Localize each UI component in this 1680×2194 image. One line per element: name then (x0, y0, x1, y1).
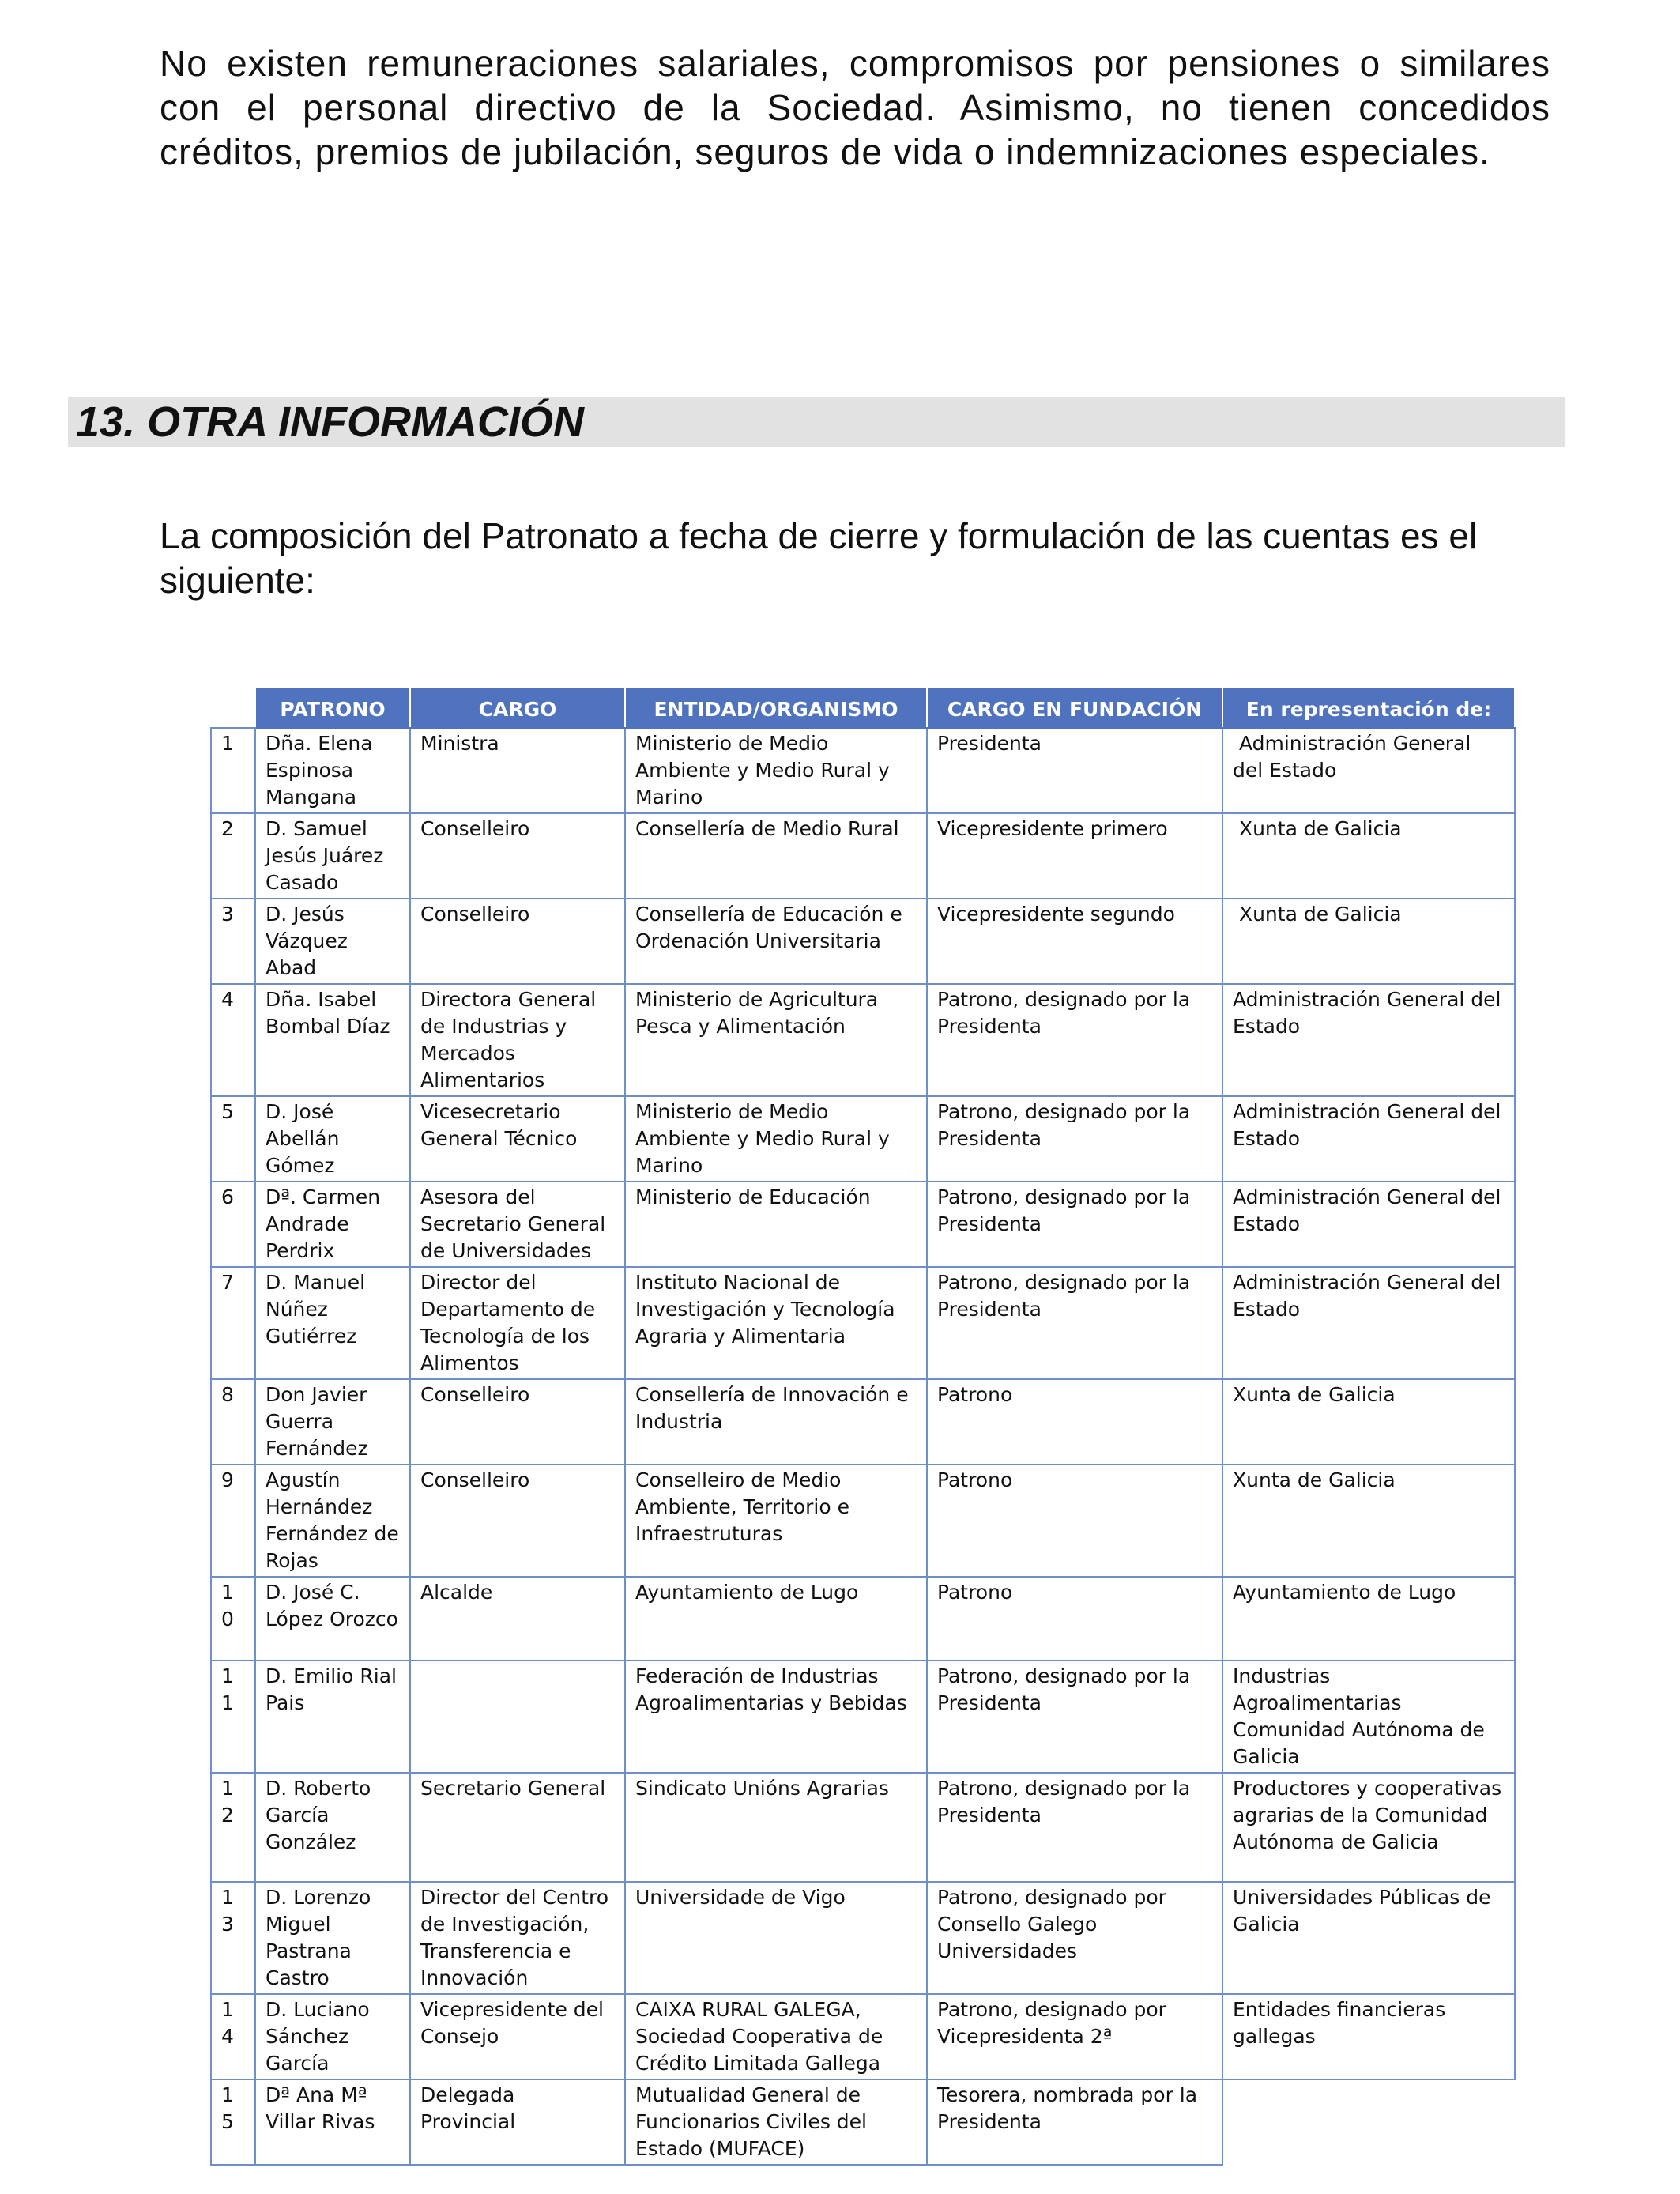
table-row (211, 1096, 1515, 1182)
cargo-cell: Conselleiro (410, 1465, 625, 1577)
patrono-cell: Agustín Hernández Fernández de Rojas (255, 1465, 410, 1577)
cargo-fundacion-cell: Patrono (927, 1577, 1222, 1661)
entidad-cell: Consellería de Medio Rural (625, 813, 927, 899)
row-number: 6 (211, 1182, 255, 1267)
section-intro: La composición del Patronato a fecha de cierre y formulación de las cuentas es el siguiente: (160, 515, 1478, 601)
entidad-cell: Consellería de Educación e Ordenación Universitaria (625, 899, 927, 984)
representacion-cell: Administración General del Estado (1222, 1182, 1515, 1267)
cargo-fundacion-cell: Patrono, designado por la Presidenta (927, 1661, 1222, 1773)
table-row (211, 1182, 1515, 1267)
patrono-cell: D. Luciano Sánchez García (255, 1994, 410, 2079)
table-row (211, 984, 1515, 1096)
representacion-cell: Productores y cooperativas agrarias de la Comunidad Autónoma de Galicia (1222, 1773, 1515, 1882)
intro-paragraph: No existen remuneraciones salariales, compromisos por pensiones o similares con el personal directivo de la Sociedad. Asimismo, no tienen concedidos créditos, premios de jubilación, seguros de vida o indemnizaciones especiales. (160, 43, 1550, 172)
entidad-cell: Federación de Industrias Agroalimentarias y Bebidas (625, 1661, 927, 1773)
row-number: 5 (211, 1096, 255, 1182)
row-number: 13 (211, 1882, 255, 1994)
entidad-cell: Ministerio de Educación (625, 1182, 927, 1267)
table-row (211, 1882, 1515, 1994)
table-row (211, 2079, 1515, 2165)
cargo-fundacion-cell: Patrono, designado por la Presidenta (927, 1773, 1222, 1882)
cargo-cell (410, 1661, 625, 1773)
cargo-fundacion-cell: Tesorera, nombrada por la Presidenta (927, 2079, 1222, 2165)
cargo-fundacion-cell: Patrono, designado por la Presidenta (927, 1267, 1222, 1379)
entidad-cell: Instituto Nacional de Investigación y Tecnología Agraria y Alimentaria (625, 1267, 927, 1379)
table-header-row (211, 687, 1515, 728)
patronato-table (210, 686, 1516, 2166)
table-row (211, 1379, 1515, 1465)
cargo-fundacion-cell: Patrono, designado por la Presidenta (927, 1096, 1222, 1182)
row-number: 4 (211, 984, 255, 1096)
entidad-cell: Universidade de Vigo (625, 1882, 927, 1994)
cargo-cell: Vicesecretario General Técnico (410, 1096, 625, 1182)
table-row (211, 899, 1515, 984)
cargo-cell: Asesora del Secretario General de Universidades (410, 1182, 625, 1267)
entidad-cell: Sindicato Unións Agrarias (625, 1773, 927, 1882)
patrono-cell: D. Emilio Rial Pais (255, 1661, 410, 1773)
patrono-cell: Dña. Isabel Bombal Díaz (255, 984, 410, 1096)
row-number: 7 (211, 1267, 255, 1379)
representacion-cell: Administración General del Estado (1222, 728, 1515, 813)
table-row (211, 813, 1515, 899)
row-number: 2 (211, 813, 255, 899)
entidad-cell: Ministerio de Agricultura Pesca y Alimentación (625, 984, 927, 1096)
representacion-cell: Xunta de Galicia (1222, 1465, 1515, 1577)
table-row (211, 1465, 1515, 1577)
row-number: 11 (211, 1661, 255, 1773)
cargo-cell: Director del Centro de Investigación, Transferencia e Innovación (410, 1882, 625, 1994)
patrono-cell: D. Lorenzo Miguel Pastrana Castro (255, 1882, 410, 1994)
patrono-cell: D. Roberto García González (255, 1773, 410, 1882)
cargo-cell: Vicepresidente del Consejo (410, 1994, 625, 2079)
patrono-cell: D. José Abellán Gómez (255, 1096, 410, 1182)
cargo-fundacion-cell: Vicepresidente segundo (927, 899, 1222, 984)
cargo-cell: Director del Departamento de Tecnología de los Alimentos (410, 1267, 625, 1379)
cargo-fundacion-cell: Patrono (927, 1465, 1222, 1577)
patrono-cell: D. José C. López Orozco (255, 1577, 410, 1661)
representacion-cell: Xunta de Galicia (1222, 1379, 1515, 1465)
section-header (68, 397, 1565, 447)
cargo-fundacion-cell: Patrono, designado por la Presidenta (927, 1182, 1222, 1267)
entidad-cell: Ministerio de Medio Ambiente y Medio Rural y Marino (625, 1096, 927, 1182)
patrono-cell: D. Samuel Jesús Juárez Casado (255, 813, 410, 899)
header-representacion: En representación de: (1222, 687, 1515, 728)
header-patrono: PATRONO (255, 687, 410, 728)
header-cargo-fundacion: CARGO EN FUNDACIÓN (927, 687, 1222, 728)
header-cargo: CARGO (410, 687, 625, 728)
header-corner (211, 687, 255, 728)
cargo-cell: Alcalde (410, 1577, 625, 1661)
row-number: 8 (211, 1379, 255, 1465)
representacion-cell: Administración General del Estado (1222, 984, 1515, 1096)
patrono-cell: Dª. Carmen Andrade Perdrix (255, 1182, 410, 1267)
cargo-cell: Conselleiro (410, 1379, 625, 1465)
row-number: 12 (211, 1773, 255, 1882)
cargo-cell: Conselleiro (410, 899, 625, 984)
table-row (211, 1661, 1515, 1773)
cargo-cell: Directora General de Industrias y Mercados Alimentarios (410, 984, 625, 1096)
entidad-cell: Conselleiro de Medio Ambiente, Territorio e Infraestruturas (625, 1465, 927, 1577)
representacion-cell: Ayuntamiento de Lugo (1222, 1577, 1515, 1661)
representacion-cell: Administración General del Estado (1222, 1096, 1515, 1182)
cargo-fundacion-cell: Presidenta (927, 728, 1222, 813)
row-number: 1 (211, 728, 255, 813)
row-number: 15 (211, 2079, 255, 2165)
header-entidad: ENTIDAD/ORGANISMO (625, 687, 927, 728)
cargo-fundacion-cell: Vicepresidente primero (927, 813, 1222, 899)
cargo-fundacion-cell: Patrono, designado por Vicepresidenta 2ª (927, 1994, 1222, 2079)
representacion-cell: Xunta de Galicia (1222, 899, 1515, 984)
row-number: 9 (211, 1465, 255, 1577)
entidad-cell: Ayuntamiento de Lugo (625, 1577, 927, 1661)
representacion-cell: Universidades Públicas de Galicia (1222, 1882, 1515, 1994)
entidad-cell: Mutualidad General de Funcionarios Civiles del Estado (MUFACE) (625, 2079, 927, 2165)
cargo-cell: Ministra (410, 728, 625, 813)
table-row (211, 1773, 1515, 1882)
patrono-cell: Dª Ana Mª Villar Rivas (255, 2079, 410, 2165)
section-title: 13. OTRA INFORMACIÓN (76, 398, 585, 446)
table-row (211, 1267, 1515, 1379)
row-number: 10 (211, 1577, 255, 1661)
representacion-cell: Xunta de Galicia (1222, 813, 1515, 899)
row-number: 14 (211, 1994, 255, 2079)
table-row (211, 1577, 1515, 1661)
representacion-cell: Industrias Agroalimentarias Comunidad Autónoma de Galicia (1222, 1661, 1515, 1773)
patrono-cell: D. Jesús Vázquez Abad (255, 899, 410, 984)
representacion-cell (1222, 2079, 1515, 2165)
table-row (211, 728, 1515, 813)
patrono-cell: D. Manuel Núñez Gutiérrez (255, 1267, 410, 1379)
cargo-fundacion-cell: Patrono (927, 1379, 1222, 1465)
row-number: 3 (211, 899, 255, 984)
entidad-cell: Consellería de Innovación e Industria (625, 1379, 927, 1465)
table-row (211, 1994, 1515, 2079)
entidad-cell: CAIXA RURAL GALEGA, Sociedad Cooperativa de Crédito Limitada Gallega (625, 1994, 927, 2079)
cargo-fundacion-cell: Patrono, designado por la Presidenta (927, 984, 1222, 1096)
entidad-cell: Ministerio de Medio Ambiente y Medio Rural y Marino (625, 728, 927, 813)
representacion-cell: Administración General del Estado (1222, 1267, 1515, 1379)
patrono-cell: Don Javier Guerra Fernández (255, 1379, 410, 1465)
cargo-cell: Secretario General (410, 1773, 625, 1882)
patrono-cell: Dña. Elena Espinosa Mangana (255, 728, 410, 813)
representacion-cell: Entidades financieras gallegas (1222, 1994, 1515, 2079)
cargo-fundacion-cell: Patrono, designado por Consello Galego Universidades (927, 1882, 1222, 1994)
cargo-cell: Conselleiro (410, 813, 625, 899)
cargo-cell: Delegada Provincial (410, 2079, 625, 2165)
